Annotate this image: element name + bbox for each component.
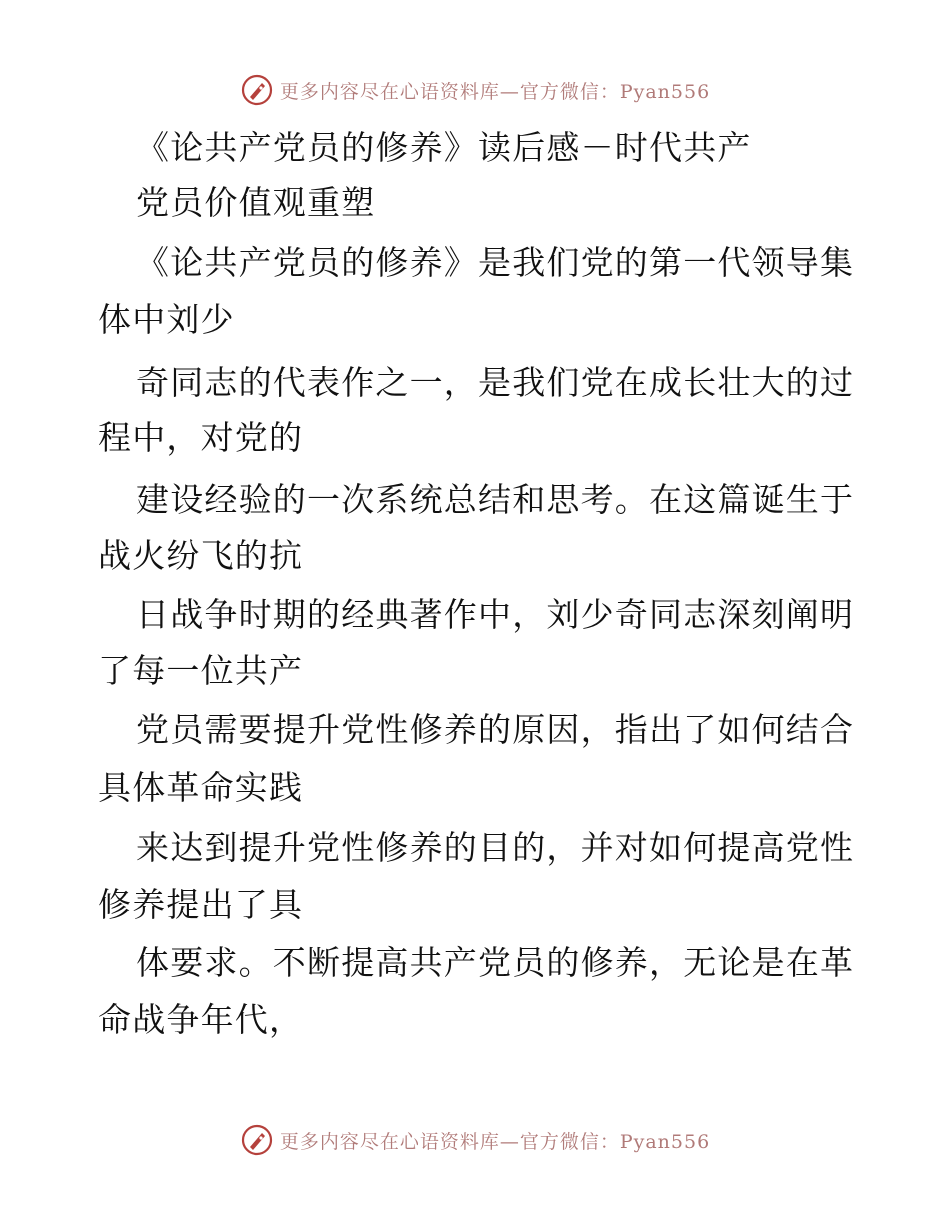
paragraph-line: 体中刘少	[98, 300, 235, 339]
pen-nib-circle-icon	[240, 73, 274, 107]
paragraph-line: 命战争年代，	[98, 1000, 304, 1039]
footer-banner	[0, 1120, 950, 1160]
paragraph-line: 修养提出了具	[98, 885, 304, 924]
paragraph-line: 程中，对党的	[98, 418, 304, 457]
paragraph-line: 来达到提升党性修养的目的，并对如何提高党性	[136, 828, 855, 867]
pen-nib-circle-icon	[240, 1123, 274, 1157]
paragraph-line: 党员需要提升党性修养的原因，指出了如何结合	[136, 710, 855, 749]
paragraph-line: 《论共产党员的修养》是我们党的第一代领导集	[136, 243, 855, 282]
paragraph-line: 战火纷飞的抗	[98, 536, 304, 575]
footer-banner-text: 更多内容尽在心语资料库—官方微信：Pyan556	[279, 1130, 711, 1153]
paragraph-line: 奇同志的代表作之一，是我们党在成长壮大的过	[136, 363, 855, 402]
document-title-line-1: 《论共产党员的修养》读后感－时代共产	[136, 128, 752, 167]
paragraph-line: 了每一位共产	[98, 651, 304, 690]
header-banner-text: 更多内容尽在心语资料库—官方微信：Pyan556	[279, 80, 711, 103]
paragraph-line: 日战争时期的经典著作中，刘少奇同志深刻阐明	[136, 595, 855, 634]
paragraph-line: 建设经验的一次系统总结和思考。在这篇诞生于	[136, 480, 855, 519]
header-banner	[0, 70, 950, 110]
paragraph-line: 具体革命实践	[98, 768, 304, 807]
document-title-line-2: 党员价值观重塑	[136, 183, 376, 222]
paragraph-line: 体要求。不断提高共产党员的修养，无论是在革	[136, 943, 855, 982]
